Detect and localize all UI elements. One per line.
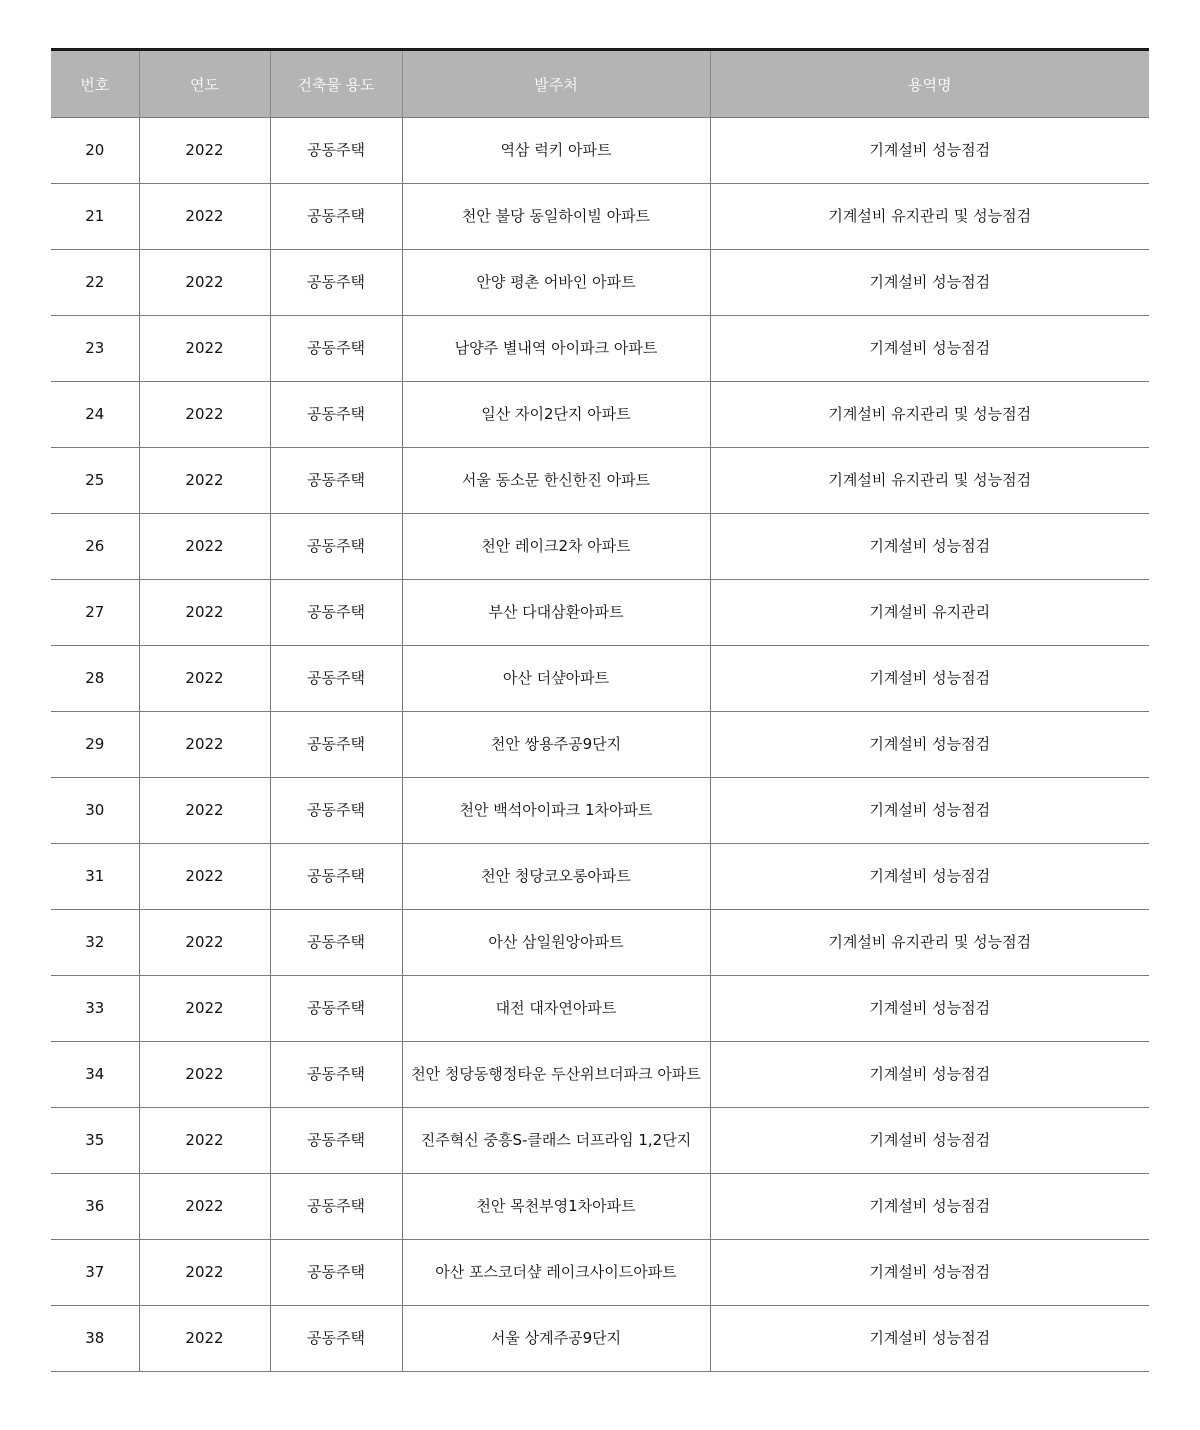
- cell-building-use: 공동주택: [270, 382, 402, 448]
- cell-building-use: 공동주택: [270, 118, 402, 184]
- cell-building-use: 공동주택: [270, 580, 402, 646]
- header-year: 연도: [139, 50, 270, 118]
- cell-building-use: 공동주택: [270, 316, 402, 382]
- cell-year: 2022: [139, 382, 270, 448]
- cell-client: 천안 쌍용주공9단지: [402, 712, 710, 778]
- cell-client: 부산 다대삼환아파트: [402, 580, 710, 646]
- cell-client: 아산 포스코더샾 레이크사이드아파트: [402, 1240, 710, 1306]
- table-row: [51, 448, 1149, 514]
- cell-service-name: 기계설비 유지관리 및 성능점검: [710, 448, 1149, 514]
- cell-building-use: 공동주택: [270, 184, 402, 250]
- cell-client: 천안 청당코오롱아파트: [402, 844, 710, 910]
- cell-client: 대전 대자연아파트: [402, 976, 710, 1042]
- header-client: 발주처: [402, 50, 710, 118]
- header-building-use: 건축물 용도: [270, 50, 402, 118]
- table-row: [51, 118, 1149, 184]
- cell-number: 36: [51, 1174, 139, 1240]
- cell-building-use: 공동주택: [270, 1240, 402, 1306]
- cell-number: 28: [51, 646, 139, 712]
- cell-number: 27: [51, 580, 139, 646]
- cell-year: 2022: [139, 1306, 270, 1372]
- table-row: [51, 778, 1149, 844]
- cell-service-name: 기계설비 성능점검: [710, 250, 1149, 316]
- cell-year: 2022: [139, 580, 270, 646]
- cell-client: 아산 삼일원앙아파트: [402, 910, 710, 976]
- cell-service-name: 기계설비 성능점검: [710, 976, 1149, 1042]
- cell-service-name: 기계설비 성능점검: [710, 1240, 1149, 1306]
- cell-number: 20: [51, 118, 139, 184]
- cell-service-name: 기계설비 성능점검: [710, 316, 1149, 382]
- header-number: 번호: [51, 50, 139, 118]
- cell-building-use: 공동주택: [270, 1174, 402, 1240]
- cell-building-use: 공동주택: [270, 1042, 402, 1108]
- cell-service-name: 기계설비 성능점검: [710, 514, 1149, 580]
- cell-service-name: 기계설비 유지관리 및 성능점검: [710, 910, 1149, 976]
- cell-number: 32: [51, 910, 139, 976]
- cell-year: 2022: [139, 1042, 270, 1108]
- cell-year: 2022: [139, 184, 270, 250]
- cell-service-name: 기계설비 성능점검: [710, 118, 1149, 184]
- cell-service-name: 기계설비 성능점검: [710, 1108, 1149, 1174]
- table-row: [51, 1042, 1149, 1108]
- cell-building-use: 공동주택: [270, 910, 402, 976]
- header-row: [51, 50, 1149, 118]
- cell-year: 2022: [139, 1108, 270, 1174]
- cell-year: 2022: [139, 646, 270, 712]
- cell-year: 2022: [139, 250, 270, 316]
- cell-client: 일산 자이2단지 아파트: [402, 382, 710, 448]
- cell-service-name: 기계설비 성능점검: [710, 646, 1149, 712]
- cell-building-use: 공동주택: [270, 1306, 402, 1372]
- table-row: [51, 1306, 1149, 1372]
- cell-number: 35: [51, 1108, 139, 1174]
- cell-client: 천안 청당동행정타운 두산위브더파크 아파트: [402, 1042, 710, 1108]
- cell-service-name: 기계설비 성능점검: [710, 1306, 1149, 1372]
- cell-number: 26: [51, 514, 139, 580]
- cell-building-use: 공동주택: [270, 646, 402, 712]
- cell-year: 2022: [139, 448, 270, 514]
- cell-number: 37: [51, 1240, 139, 1306]
- cell-building-use: 공동주택: [270, 448, 402, 514]
- cell-year: 2022: [139, 976, 270, 1042]
- cell-building-use: 공동주택: [270, 250, 402, 316]
- cell-client: 서울 동소문 한신한진 아파트: [402, 448, 710, 514]
- cell-client: 역삼 럭키 아파트: [402, 118, 710, 184]
- cell-client: 천안 불당 동일하이빌 아파트: [402, 184, 710, 250]
- cell-number: 21: [51, 184, 139, 250]
- cell-service-name: 기계설비 성능점검: [710, 778, 1149, 844]
- table-row: [51, 1108, 1149, 1174]
- cell-year: 2022: [139, 1174, 270, 1240]
- cell-number: 30: [51, 778, 139, 844]
- cell-service-name: 기계설비 성능점검: [710, 844, 1149, 910]
- cell-number: 31: [51, 844, 139, 910]
- cell-client: 안양 평촌 어바인 아파트: [402, 250, 710, 316]
- cell-year: 2022: [139, 118, 270, 184]
- cell-client: 아산 더샾아파트: [402, 646, 710, 712]
- cell-client: 천안 목천부영1차아파트: [402, 1174, 710, 1240]
- table-row: [51, 580, 1149, 646]
- cell-year: 2022: [139, 514, 270, 580]
- cell-client: 남양주 별내역 아이파크 아파트: [402, 316, 710, 382]
- table-row: [51, 976, 1149, 1042]
- table-row: [51, 382, 1149, 448]
- table-row: [51, 910, 1149, 976]
- cell-number: 33: [51, 976, 139, 1042]
- table-row: [51, 250, 1149, 316]
- cell-service-name: 기계설비 성능점검: [710, 1042, 1149, 1108]
- cell-year: 2022: [139, 712, 270, 778]
- table-row: [51, 184, 1149, 250]
- cell-building-use: 공동주택: [270, 514, 402, 580]
- cell-client: 진주혁신 중흥S-클래스 더프라임 1,2단지: [402, 1108, 710, 1174]
- table-row: [51, 844, 1149, 910]
- table-row: [51, 1240, 1149, 1306]
- cell-building-use: 공동주택: [270, 1108, 402, 1174]
- cell-number: 25: [51, 448, 139, 514]
- table-row: [51, 646, 1149, 712]
- header-service-name: 용역명: [710, 50, 1149, 118]
- table-row: [51, 1174, 1149, 1240]
- cell-number: 38: [51, 1306, 139, 1372]
- cell-year: 2022: [139, 778, 270, 844]
- cell-year: 2022: [139, 910, 270, 976]
- cell-service-name: 기계설비 유지관리 및 성능점검: [710, 184, 1149, 250]
- cell-client: 서울 상계주공9단지: [402, 1306, 710, 1372]
- cell-number: 29: [51, 712, 139, 778]
- cell-service-name: 기계설비 성능점검: [710, 1174, 1149, 1240]
- table-row: [51, 514, 1149, 580]
- cell-number: 24: [51, 382, 139, 448]
- table-row: [51, 316, 1149, 382]
- table-row: [51, 712, 1149, 778]
- cell-year: 2022: [139, 316, 270, 382]
- cell-service-name: 기계설비 유지관리: [710, 580, 1149, 646]
- records-table: [51, 48, 1149, 1372]
- cell-building-use: 공동주택: [270, 712, 402, 778]
- cell-building-use: 공동주택: [270, 976, 402, 1042]
- cell-client: 천안 백석아이파크 1차아파트: [402, 778, 710, 844]
- cell-number: 23: [51, 316, 139, 382]
- cell-building-use: 공동주택: [270, 778, 402, 844]
- cell-service-name: 기계설비 성능점검: [710, 712, 1149, 778]
- cell-year: 2022: [139, 1240, 270, 1306]
- cell-building-use: 공동주택: [270, 844, 402, 910]
- cell-service-name: 기계설비 유지관리 및 성능점검: [710, 382, 1149, 448]
- cell-number: 22: [51, 250, 139, 316]
- cell-number: 34: [51, 1042, 139, 1108]
- cell-client: 천안 레이크2차 아파트: [402, 514, 710, 580]
- cell-year: 2022: [139, 844, 270, 910]
